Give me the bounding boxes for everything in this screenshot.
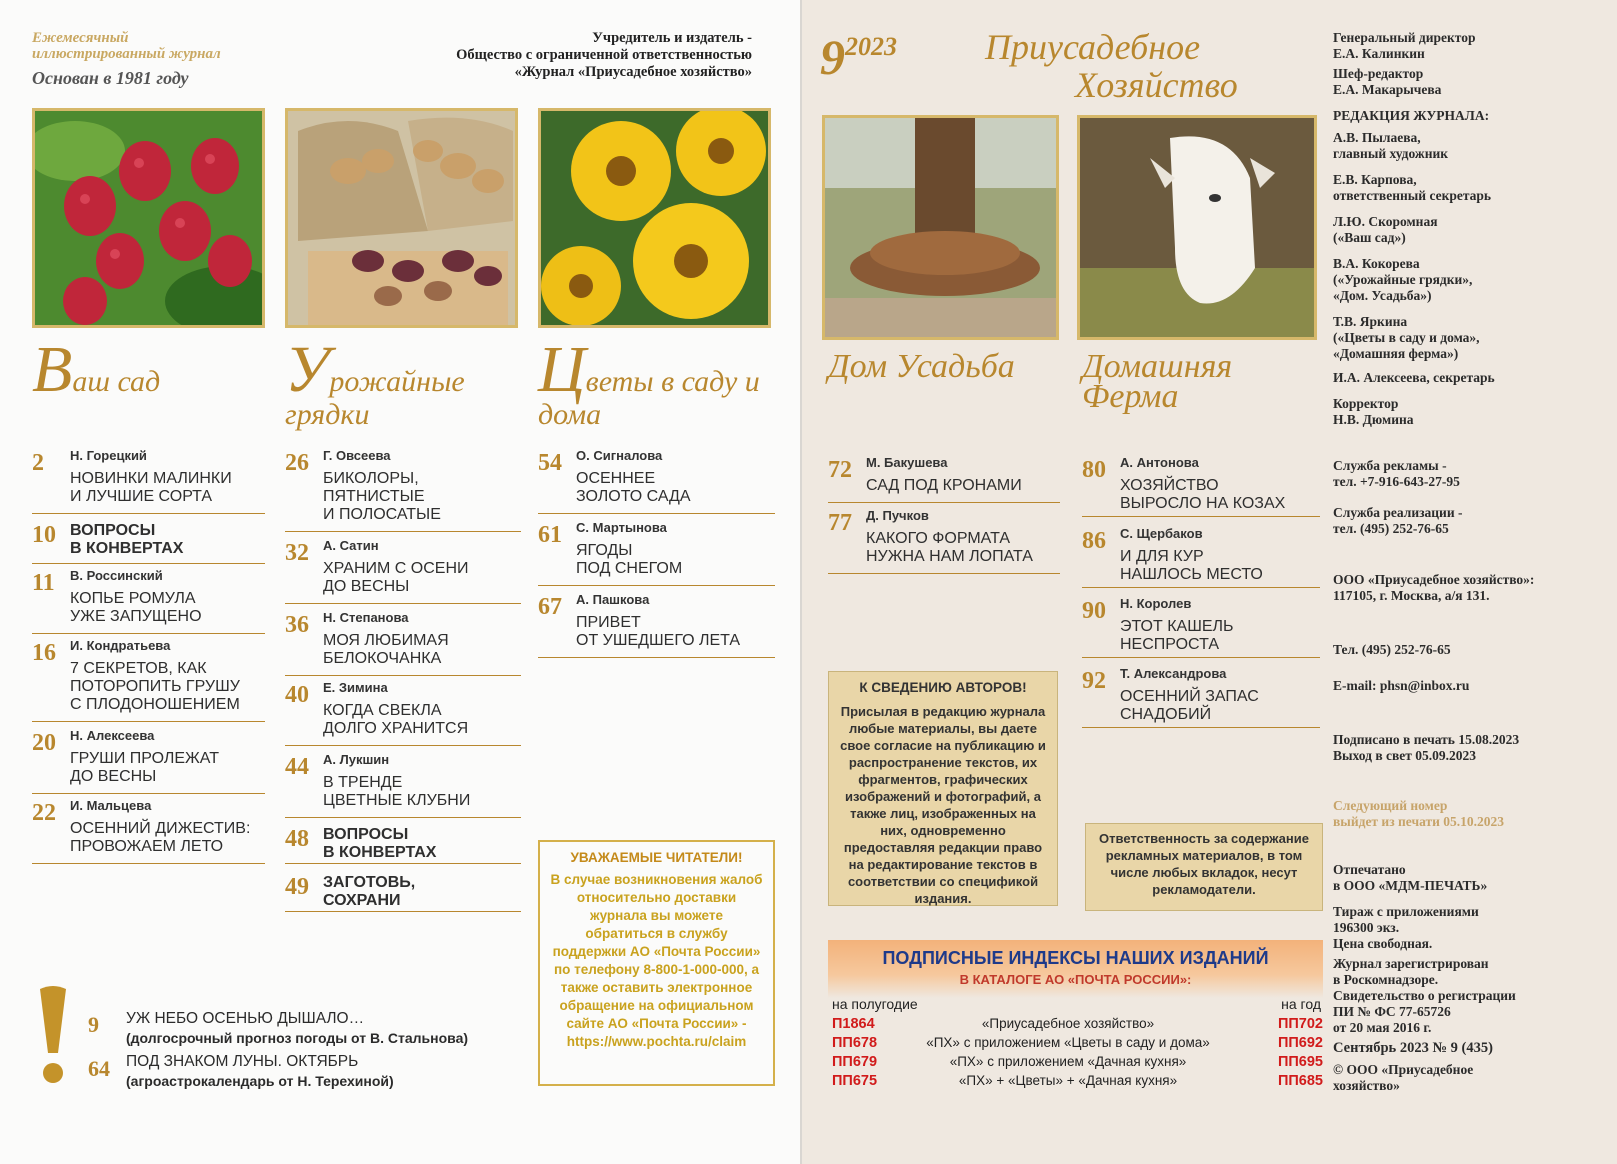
- advertising-responsibility-box: Ответственность за содержание рекламных материалов, в том числе любых вкладок, несут рекламодатели.: [1085, 823, 1323, 911]
- toc-entry[interactable]: 40 Е. Зимина КОГДА СВЕКЛА ДОЛГО ХРАНИТСЯ: [285, 680, 521, 746]
- subscription-row: ПП675 «ПХ» + «Цветы» + «Дачная кухня» ПП685: [832, 1073, 1323, 1089]
- subscription-row: П1864 «Приусадебное хозяйство» ПП702: [832, 1016, 1323, 1032]
- subscription-subtitle: В КАТАЛОГЕ АО «ПОЧТА РОССИИ»:: [959, 972, 1192, 987]
- authors-notice-box: К СВЕДЕНИЮ АВТОРОВ! Присылая в редакцию журнала любые материалы, вы даете свое согласие на публикацию и распространение текстов, их фрагментов, графических изображений и фотографий, а также лиц, изображенных на них, одновременно предоставляя редакции право на редактирование текстов в соответствии со спецификой издания.: [828, 671, 1058, 906]
- toc-entry-title: ЭТОТ КАШЕЛЬ НЕСПРОСТА: [1120, 618, 1234, 653]
- toc-entry-title: ВОПРОСЫ В КОНВЕРТАХ: [323, 826, 437, 861]
- goat-illustration: [1080, 118, 1317, 340]
- toc-entry-title: ХОЗЯЙСТВО ВЫРОСЛО НА КОЗАХ: [1120, 477, 1286, 512]
- subscription-row: ПП678 «ПХ» с приложением «Цветы в саду и дома» ПП692: [832, 1035, 1323, 1051]
- next-issue: Следующий номер выйдет из печати 05.10.2023: [1333, 798, 1504, 829]
- section-title-tsvety: Цветы в саду и дома: [538, 333, 760, 431]
- editorial-heading: РЕДАКЦИЯ ЖУРНАЛА:: [1333, 108, 1490, 123]
- readers-notice: УВАЖАЕМЫЕ ЧИТАТЕЛИ! В случае возникновения жалоб относительно доставки журнала вы можете обратиться в службу поддержки АО «Почта России» по телефону 8-800-1-000-000, а также оставить электронное обращение на официальном сайте АО «Почта России» - https://www.pochta.ru/claim: [538, 840, 775, 1086]
- circulation: Тираж с приложениями 196300 экз. Цена свободная.: [1333, 904, 1479, 951]
- toc-entry-title: БИКОЛОРЫ, ПЯТНИСТЫЕ И ПОЛОСАТЫЕ: [323, 470, 441, 523]
- founded-year: Основан в 1981 году: [32, 68, 189, 88]
- bottom-item-title[interactable]: УЖ НЕБО ОСЕНЬЮ ДЫШАЛО…: [126, 1010, 365, 1027]
- section-title-domashnyaya-ferma: Домашняя Ферма: [1082, 348, 1233, 415]
- toc-entry-title: КАКОГО ФОРМАТА НУЖНА НАМ ЛОПАТА: [866, 530, 1033, 565]
- toc-entry-title: КОГДА СВЕКЛА ДОЛГО ХРАНИТСЯ: [323, 702, 469, 737]
- bottom-item-title[interactable]: ПОД ЗНАКОМ ЛУНЫ. ОКТЯБРЬ: [126, 1053, 359, 1070]
- toc-entry[interactable]: 10 ВОПРОСЫ В КОНВЕРТАХ: [32, 520, 265, 564]
- raspberry-photo: [32, 108, 265, 328]
- email-link[interactable]: E-mail: phsn@inbox.ru: [1333, 678, 1470, 693]
- staff-member: Л.Ю. Скоромная («Ваш сад»): [1333, 214, 1438, 245]
- registration: Журнал зарегистрирован в Роскомнадзоре. Свидетельство о регистрации ПИ № ФС 77-65726 от 20 мая 2016 г.: [1333, 956, 1516, 1035]
- phone: Тел. (495) 252-76-65: [1333, 642, 1451, 657]
- section-title-urozhainye-gryadki: Урожайные грядки: [285, 333, 465, 431]
- left-page: [0, 0, 800, 1164]
- printer: Отпечатано в ООО «МДМ-ПЕЧАТЬ»: [1333, 862, 1488, 893]
- exclamation-icon: [36, 985, 66, 1090]
- toc-entry[interactable]: 90 Н. Королев ЭТОТ КАШЕЛЬ НЕСПРОСТА: [1082, 596, 1320, 658]
- toc-entry-title: ХРАНИМ С ОСЕНИ ДО ВЕСНЫ: [323, 560, 469, 595]
- bottom-item-sub: (долгосрочный прогноз погоды от В. Стальнова): [126, 1030, 469, 1046]
- company-address: ООО «Приусадебное хозяйство»: 117105, г. Москва, а/я 131.: [1333, 572, 1535, 603]
- toc-entry[interactable]: 92 Т. Александрова ОСЕННИЙ ЗАПАС СНАДОБИЙ: [1082, 666, 1320, 728]
- helenium-flowers-photo: [538, 108, 771, 328]
- bottom-item-num: 64: [88, 1056, 110, 1081]
- raspberry-illustration: [35, 111, 265, 328]
- ads-service: Служба рекламы - тел. +7-916-643-27-95: [1333, 458, 1460, 489]
- sales-service: Служба реализации - тел. (495) 252-76-65: [1333, 505, 1463, 536]
- toc-entry[interactable]: 44 А. Лукшин В ТРЕНДЕ ЦВЕТНЫЕ КЛУБНИ: [285, 752, 521, 818]
- toc-entry[interactable]: 11 В. Россинский КОПЬЕ РОМУЛА УЖЕ ЗАПУЩЕНО: [32, 568, 265, 634]
- toc-entry[interactable]: 26 Г. Овсеева БИКОЛОРЫ, ПЯТНИСТЫЕ И ПОЛОСАТЫЕ: [285, 448, 521, 532]
- toc-entry[interactable]: 72 М. Бакушева САД ПОД КРОНАМИ: [828, 455, 1060, 503]
- section-title-vash-sad: Ваш сад: [32, 333, 161, 406]
- toc-entry[interactable]: 86 С. Щербаков И ДЛЯ КУР НАШЛОСЬ МЕСТО: [1082, 526, 1320, 588]
- tree-bench-photo: [822, 115, 1059, 340]
- toc-entry[interactable]: 67 А. Пашкова ПРИВЕТ ОТ УШЕДШЕГО ЛЕТА: [538, 592, 775, 658]
- toc-entry-title: И ДЛЯ КУР НАШЛОСЬ МЕСТО: [1120, 548, 1263, 583]
- print-dates: Подписано в печать 15.08.2023 Выход в свет 05.09.2023: [1333, 732, 1520, 763]
- general-director: Генеральный директор Е.А. Калинкин: [1333, 30, 1476, 61]
- staff-member: И.А. Алексеева, секретарь: [1333, 370, 1495, 385]
- toc-entry-title: ВОПРОСЫ В КОНВЕРТАХ: [70, 522, 184, 557]
- staff-member: А.В. Пылаева, главный художник: [1333, 130, 1449, 161]
- toc-entry-title: ПРИВЕТ ОТ УШЕДШЕГО ЛЕТА: [576, 614, 741, 649]
- toc-entry[interactable]: 48 ВОПРОСЫ В КОНВЕРТАХ: [285, 824, 521, 864]
- staff-member: Корректор Н.В. Дюмина: [1333, 396, 1414, 427]
- toc-entry[interactable]: 61 С. Мартынова ЯГОДЫ ПОД СНЕГОМ: [538, 520, 775, 586]
- toc-entry-title: ЯГОДЫ ПОД СНЕГОМ: [576, 542, 683, 577]
- goat-photo: [1077, 115, 1317, 340]
- toc-entry[interactable]: 22 И. Мальцева ОСЕННИЙ ДИЖЕСТИВ: ПРОВОЖАЕМ ЛЕТО: [32, 798, 265, 864]
- magazine-logo: Приусадебное Хозяйство: [985, 27, 1238, 105]
- staff-member: Т.В. Яркина («Цветы в саду и дома», «Домашняя ферма»): [1333, 314, 1480, 361]
- bottom-item-sub: (агроастрокалендарь от Н. Терехиной): [126, 1073, 394, 1089]
- toc-entry-title: 7 СЕКРЕТОВ, КАК ПОТОРОПИТЬ ГРУШУ С ПЛОДОНОШЕНИЕМ: [70, 660, 240, 713]
- toc-entry-title: В ТРЕНДЕ ЦВЕТНЫЕ КЛУБНИ: [323, 774, 471, 809]
- toc-entry[interactable]: 16 И. Кондратьева 7 СЕКРЕТОВ, КАК ПОТОРОПИТЬ ГРУШУ С ПЛОДОНОШЕНИЕМ: [32, 638, 265, 722]
- toc-entry[interactable]: 2 Н. Горецкий НОВИНКИ МАЛИНКИ И ЛУЧШИЕ СОРТА: [32, 448, 265, 514]
- toc-entry[interactable]: 20 Н. Алексеева ГРУШИ ПРОЛЕЖАТ ДО ВЕСНЫ: [32, 728, 265, 794]
- toc-entry[interactable]: 77 Д. Пучков КАКОГО ФОРМАТА НУЖНА НАМ ЛОПАТА: [828, 508, 1060, 574]
- section-title-dom-usadba: Дом Усадьба: [828, 348, 1015, 385]
- potatoes-photo: [285, 108, 518, 328]
- subscription-title: ПОДПИСНЫЕ ИНДЕКСЫ НАШИХ ИЗДАНИЙ: [882, 948, 1269, 968]
- toc-entry-title: ОСЕННЕЕ ЗОЛОТО САДА: [576, 470, 691, 505]
- toc-entry[interactable]: 54 О. Сигналова ОСЕННЕЕ ЗОЛОТО САДА: [538, 448, 775, 514]
- publisher-info: Учредитель и издатель - Общество с ограниченной ответственностью «Журнал «Приусадебное хозяйство»: [456, 30, 752, 80]
- issue-number: 92023: [820, 29, 897, 85]
- toc-entry-title: НОВИНКИ МАЛИНКИ И ЛУЧШИЕ СОРТА: [70, 470, 232, 505]
- toc-entry[interactable]: 36 Н. Степанова МОЯ ЛЮБИМАЯ БЕЛОКОЧАНКА: [285, 610, 521, 676]
- staff-member: Е.В. Карпова, ответственный секретарь: [1333, 172, 1492, 203]
- toc-entry-title: КОПЬЕ РОМУЛА УЖЕ ЗАПУЩЕНО: [70, 590, 202, 625]
- toc-entry-title: ОСЕННИЙ ДИЖЕСТИВ: ПРОВОЖАЕМ ЛЕТО: [70, 820, 251, 855]
- toc-entry-title: ГРУШИ ПРОЛЕЖАТ ДО ВЕСНЫ: [70, 750, 219, 785]
- toc-entry[interactable]: 49 ЗАГОТОВЬ, СОХРАНИ: [285, 872, 521, 912]
- chief-editor: Шеф-редактор Е.А. Макарычева: [1333, 66, 1442, 97]
- toc-entry-title: САД ПОД КРОНАМИ: [866, 477, 1022, 494]
- subscription-row: ПП679 «ПХ» с приложением «Дачная кухня» ПП695: [832, 1054, 1323, 1070]
- toc-entry[interactable]: 32 А. Сатин ХРАНИМ С ОСЕНИ ДО ВЕСНЫ: [285, 538, 521, 604]
- copyright: © ООО «Приусадебное хозяйство»: [1333, 1062, 1474, 1093]
- subscription-indexes: ПОДПИСНЫЕ ИНДЕКСЫ НАШИХ ИЗДАНИЙ В КАТАЛОГЕ АО «ПОЧТА РОССИИ»: на полугодие на год П1864 «Приусадебное хозяйство» ПП702 ПП678 «ПХ» с приложением «Цветы в саду и дома» ПП692 ПП679 «ПХ» с приложением «Дачная кухня» ПП695 ПП675 «ПХ» + «Цветы» + «Дачная кухня» ПП685: [828, 940, 1323, 1075]
- toc-entry[interactable]: 80 А. Антонова ХОЗЯЙСТВО ВЫРОСЛО НА КОЗАХ: [1082, 455, 1320, 517]
- masthead-tagline: Ежемесячный иллюстрированный журнал Основан в 1981 году: [32, 30, 221, 88]
- toc-entry-title: МОЯ ЛЮБИМАЯ БЕЛОКОЧАНКА: [323, 632, 449, 667]
- toc-entry-title: ОСЕННИЙ ЗАПАС СНАДОБИЙ: [1120, 688, 1259, 723]
- flowers-illustration: [541, 111, 771, 328]
- bottom-item-num: 9: [88, 1012, 99, 1037]
- issue-line: Сентябрь 2023 № 9 (435): [1333, 1040, 1493, 1056]
- potatoes-illustration: [288, 111, 518, 328]
- staff-member: В.А. Кокорева («Урожайные грядки», «Дом. Усадьба»): [1333, 256, 1473, 303]
- toc-entry-title: ЗАГОТОВЬ, СОХРАНИ: [323, 874, 416, 909]
- tree-bench-illustration: [825, 118, 1059, 340]
